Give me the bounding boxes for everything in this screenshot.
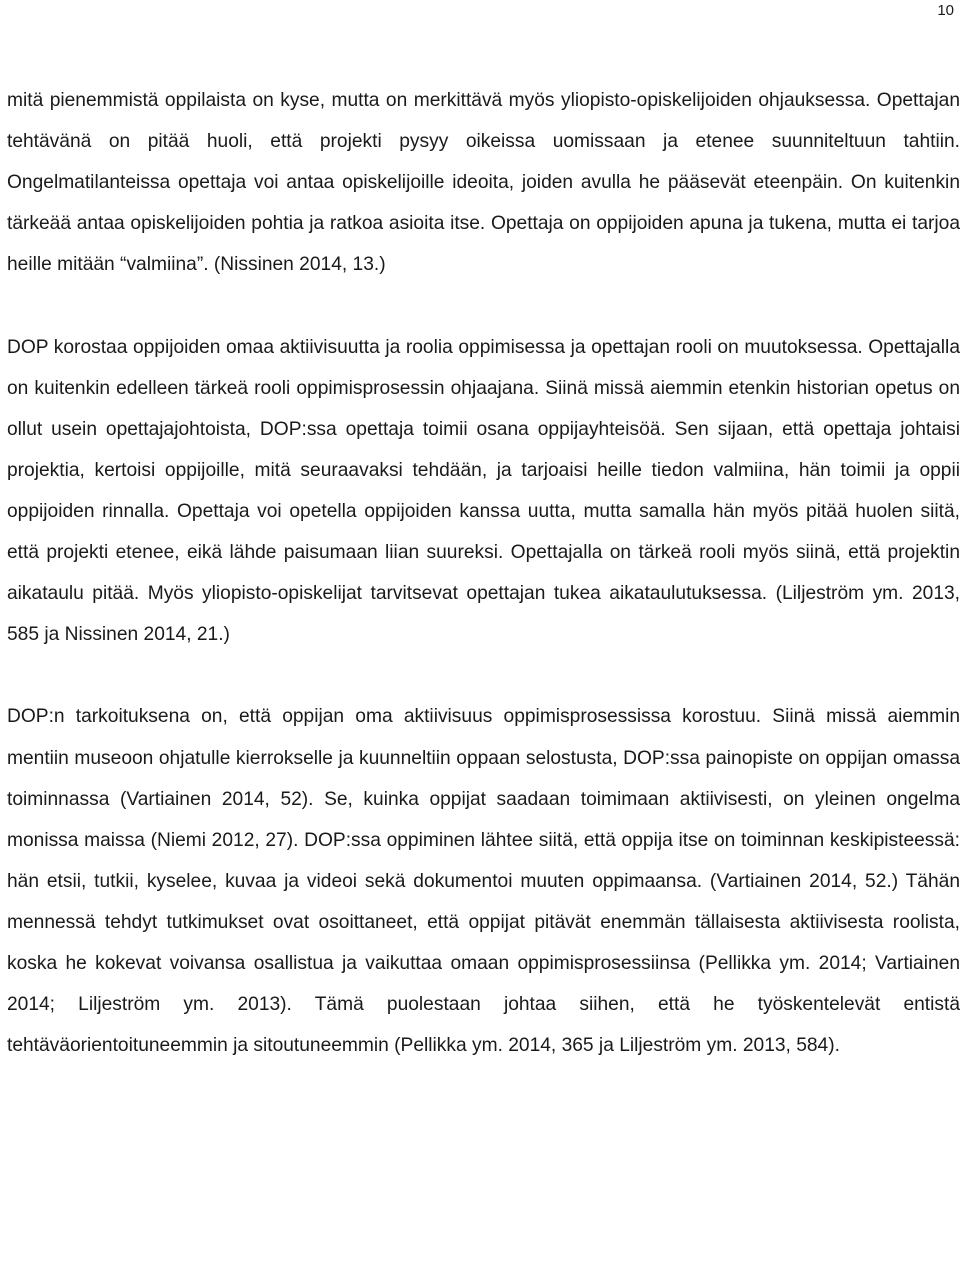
paragraph-1: mitä pienemmistä oppilaista on kyse, mutta on merkittävä myös yliopisto-opiskelijoiden ohjauksessa. Opettajan tehtävänä on pitää huoli, että projekti pysyy oikeissa uomissaan ja etenee suunniteltuun tahtiin. Ongelmatilanteissa opettaja voi antaa opiskelijoille ideoita, joiden avulla he pääsevät eteenpäin. On kuitenkin tärkeää antaa opiskelijoiden pohtia ja ratkoa asioita itse. Opettaja on oppijoiden apuna ja tukena, mutta ei tarjoa heille mitään “valmiina”. (Nissinen 2014, 13.)	[7, 90, 960, 276]
paragraph-3: DOP:n tarkoituksena on, että oppijan oma aktiivisuus oppimisprosessissa korostuu. Siinä missä aiemmin mentiin museoon ohjatulle kierrokselle ja kuunneltiin oppaan selostusta, DOP:ssa painopiste on oppijan omassa toiminnassa (Vartiainen 2014, 52). Se, kuinka oppijat saadaan toimimaan aktiivisesti, on yleinen ongelma monissa maissa (Niemi 2012, 27). DOP:ssa oppiminen lähtee siitä, että oppija itse on toiminnan keskipisteessä: hän etsii, tutkii, kyselee, kuvaa ja videoi sekä dokumentoi muuten oppimaansa. (Vartiainen 2014, 52.) Tähän mennessä tehdyt tutkimukset ovat osoittaneet, että oppijat pitävät enemmän tällaisesta aktiivisesta roolista, koska he kokevat voivansa osallistua ja vaikuttaa omaan oppimisprosessiinsa (Pellikka ym. 2014; Vartiainen 2014; Liljeström ym. 2013). Tämä puolestaan johtaa siihen, että he työskentelevät entistä tehtäväorientoituneemmin ja sitoutuneemmin (Pellikka ym. 2014, 365 ja Liljeström ym. 2013, 584).	[7, 706, 960, 1057]
paragraph-2: DOP korostaa oppijoiden omaa aktiivisuutta ja roolia oppimisessa ja opettajan rooli on muutoksessa. Opettajalla on kuitenkin edelleen tärkeä rooli oppimisprosessin ohjaajana. Siinä missä aiemmin etenkin historian opetus on ollut usein opettajajohtoista, DOP:ssa opettaja toimii osana oppijayhteisöä. Sen sijaan, että opettaja johtaisi projektia, kertoisi oppijoille, mitä seuraavaksi tehdään, ja tarjoaisi heille tiedon valmiina, hän toimii ja oppii oppijoiden rinnalla. Opettaja voi opetella oppijoiden kanssa uutta, mutta samalla hän myös pitää huolen siitä, että projekti etenee, eikä lähde paisumaan liian suureksi. Opettajalla on tärkeä rooli myös siinä, että projektin aikataulu pitää. Myös yliopisto-opiskelijat tarvitsevat opettajan tukea aikataulutuksessa. (Liljeström ym. 2013, 585 ja Nissinen 2014, 21.)	[7, 336, 960, 646]
body-text	[7, 80, 960, 1066]
page-number: 10	[937, 2, 954, 19]
